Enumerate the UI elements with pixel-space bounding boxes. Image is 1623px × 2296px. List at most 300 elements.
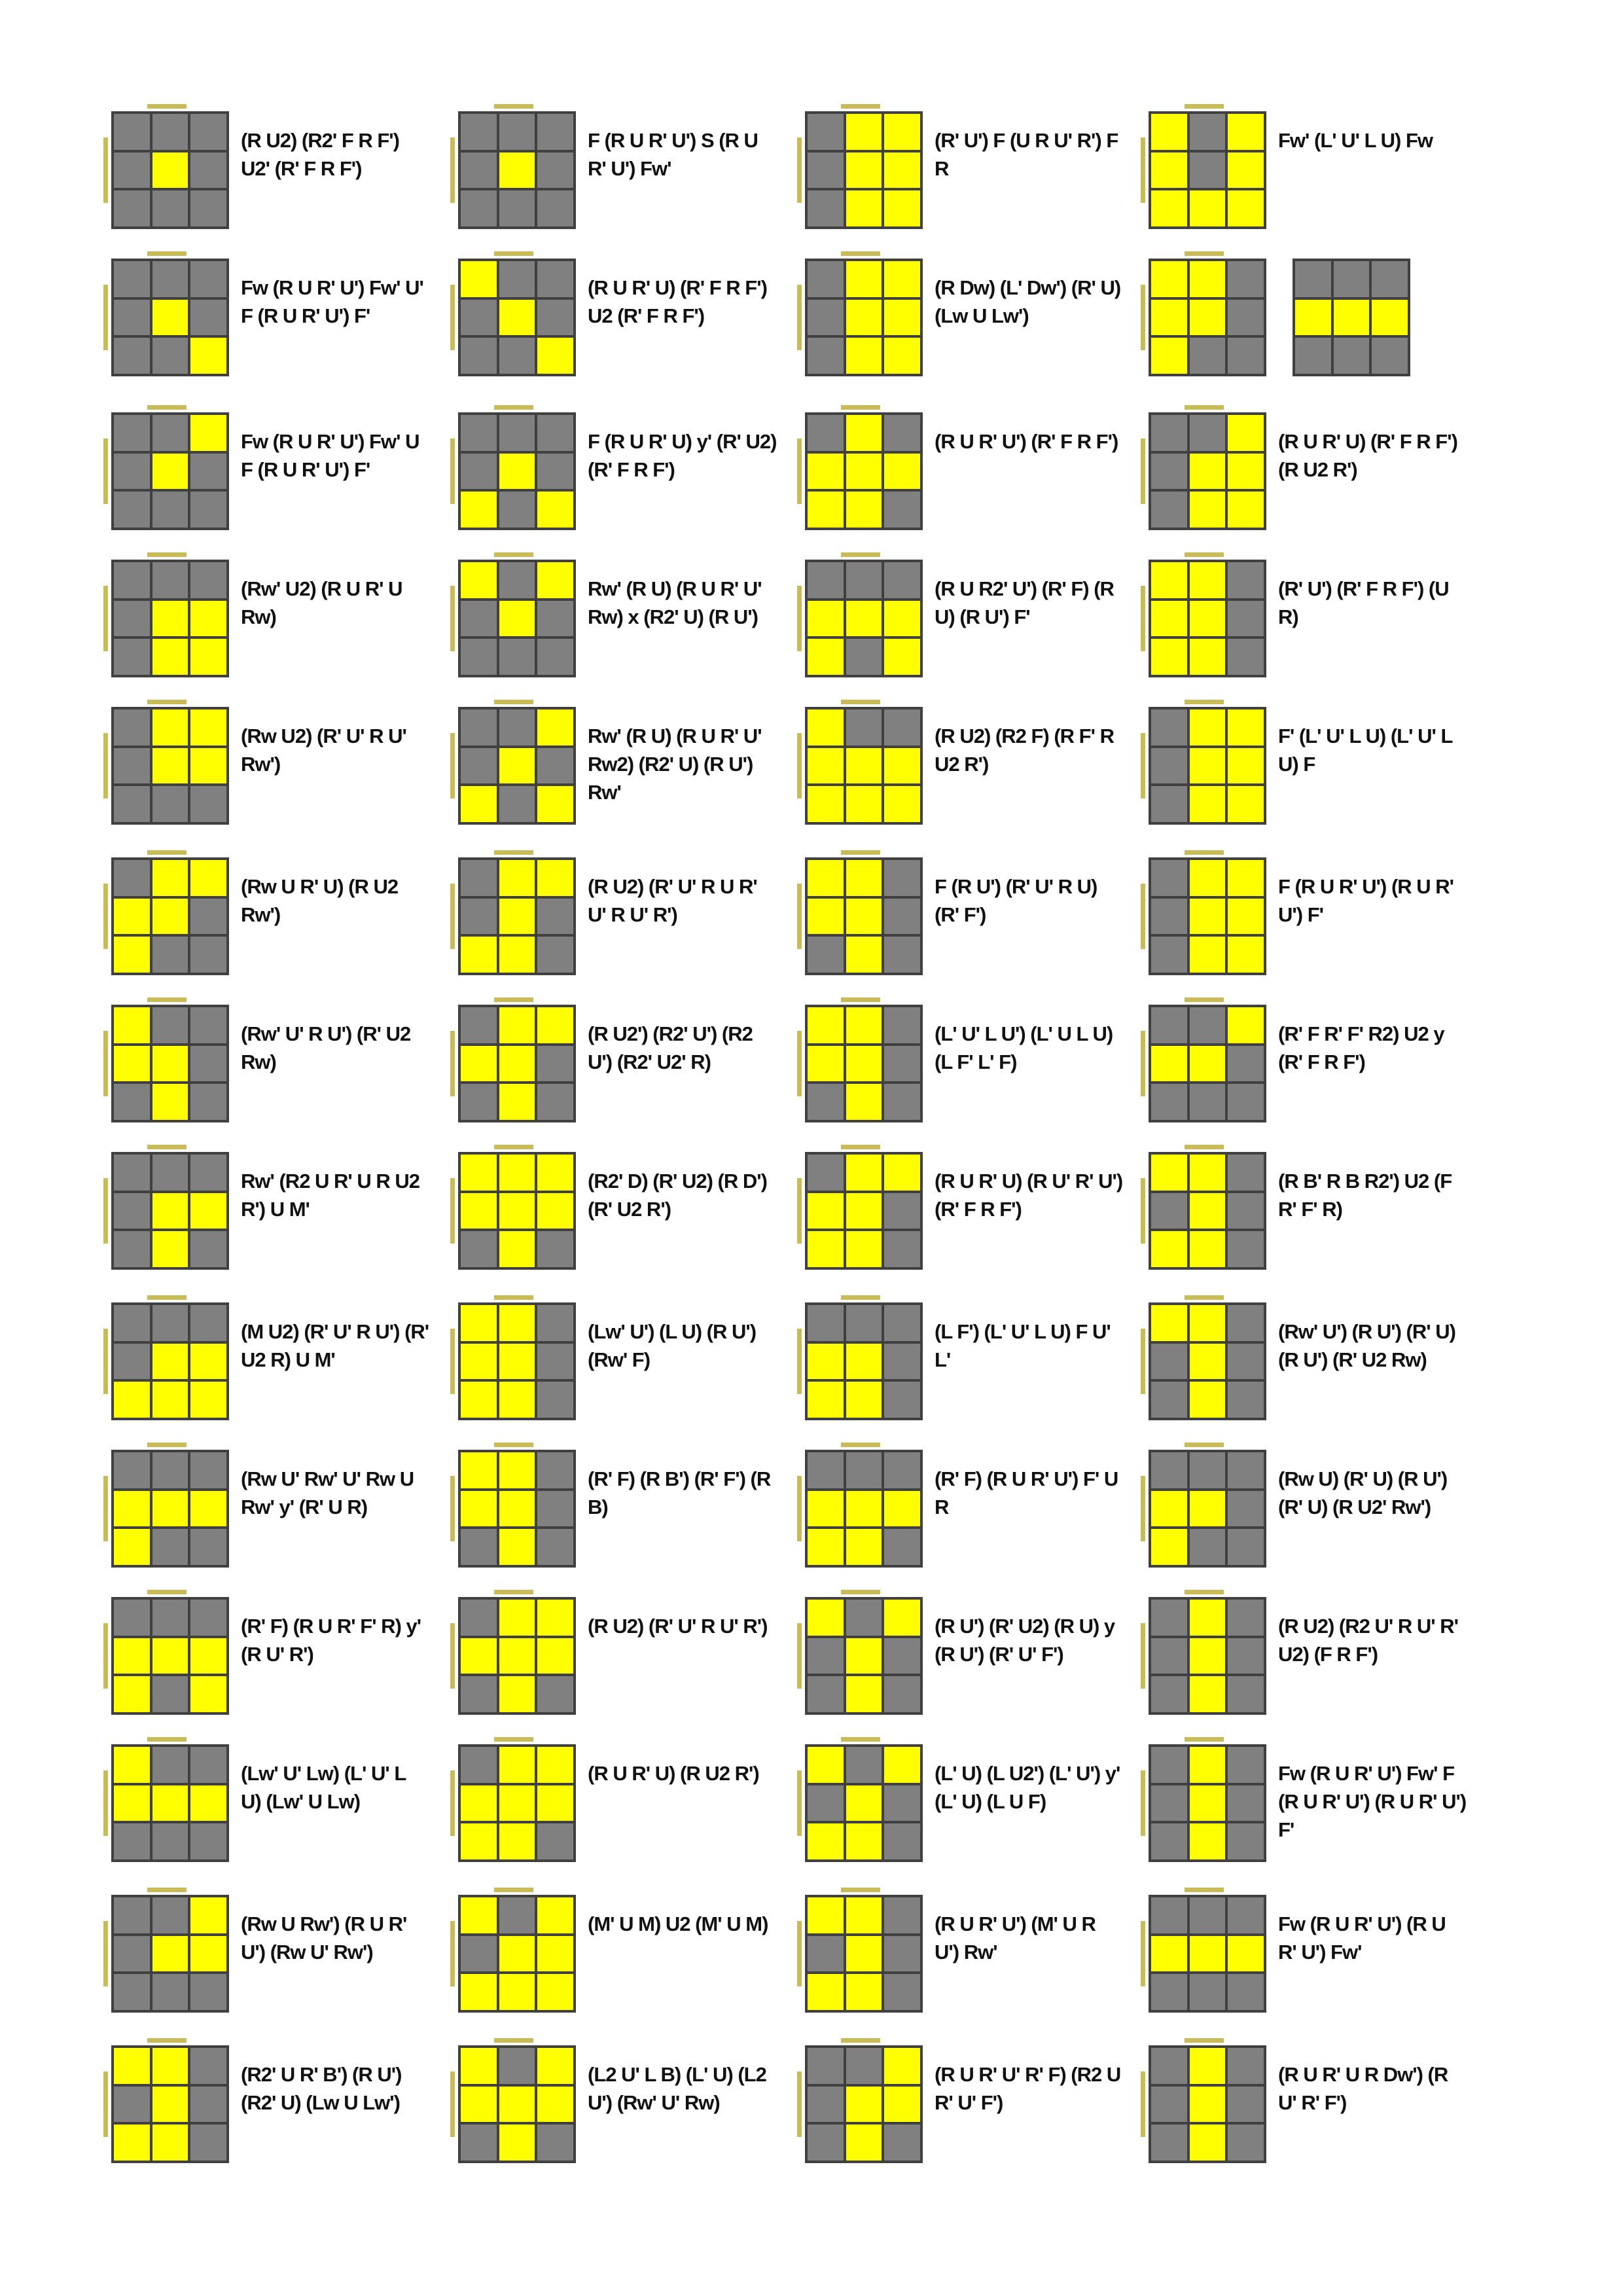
sticker-yellow (846, 937, 882, 973)
sticker-gray (152, 1600, 188, 1636)
side-marker (147, 1443, 187, 1447)
sticker-yellow (152, 1344, 188, 1380)
cube-face (458, 1450, 576, 1568)
side-marker (797, 1770, 802, 1836)
sticker-gray (114, 1084, 150, 1120)
cube-face (1149, 1005, 1266, 1122)
side-marker (841, 1590, 880, 1594)
sticker-yellow (846, 415, 882, 451)
cube-face (1149, 1597, 1266, 1715)
algorithm-text: (R U R' U) (R U' R' U') (R' F R F') (935, 1170, 1123, 1221)
sticker-gray (114, 415, 150, 451)
side-marker (1185, 1590, 1224, 1594)
oll-case (1129, 1734, 1495, 1878)
cube-face (458, 857, 576, 975)
sticker-gray (1228, 1600, 1264, 1636)
sticker-yellow (808, 709, 844, 745)
algorithm-text: (Rw U) (R' U) (R U') (R' U) (R U2' Rw') (1278, 1467, 1448, 1518)
sticker-gray (152, 338, 188, 374)
sticker-yellow (1228, 748, 1264, 784)
sticker-gray (461, 1936, 497, 1972)
oll-case (785, 101, 1152, 245)
side-marker (103, 439, 108, 504)
sticker-yellow (499, 300, 535, 336)
sticker-gray (808, 114, 844, 150)
sticker-gray (461, 190, 497, 226)
side-marker (1141, 1476, 1145, 1541)
sticker-yellow (1190, 1155, 1226, 1191)
sticker-yellow (114, 2125, 150, 2161)
algorithm-text: (R B' R B R2') U2 (F R' F' R) (1278, 1170, 1452, 1221)
sticker-yellow (114, 1747, 150, 1783)
side-marker (147, 2038, 187, 2043)
sticker-yellow (114, 1046, 150, 1082)
sticker-gray (190, 2087, 226, 2123)
side-marker (1141, 439, 1145, 504)
sticker-gray (1228, 1747, 1264, 1783)
sticker-gray (808, 562, 844, 598)
algorithm-text: (R U2) (R2' F R F') U2' (R' F R F') (241, 129, 400, 180)
sticker-yellow (152, 709, 188, 745)
side-marker (841, 850, 880, 855)
algorithm-text: F' (L' U' L U) (L' U' L U) F (1278, 725, 1452, 776)
sticker-yellow (884, 748, 920, 784)
side-marker (1141, 1623, 1145, 1689)
sticker-gray (1228, 1452, 1264, 1488)
sticker-gray (1228, 2125, 1264, 2161)
side-marker (450, 733, 455, 798)
sticker-yellow (461, 492, 497, 528)
sticker-yellow (461, 1638, 497, 1674)
sticker-yellow (190, 1897, 226, 1933)
sticker-gray (1190, 152, 1226, 188)
sticker-gray (152, 1007, 188, 1043)
sticker-yellow (1151, 1936, 1187, 1972)
sticker-yellow (114, 1529, 150, 1565)
sticker-yellow (461, 2087, 497, 2123)
algorithm-text: (Rw U2) (R' U' R U' Rw') (241, 725, 406, 776)
sticker-gray (537, 2125, 573, 2161)
sticker-gray (884, 1638, 920, 1674)
sticker-gray (461, 1529, 497, 1565)
cube-face (805, 259, 923, 376)
sticker-yellow (499, 860, 535, 896)
sticker-yellow (846, 492, 882, 528)
sticker-yellow (190, 1193, 226, 1229)
sticker-yellow (190, 639, 226, 675)
sticker-yellow (1228, 492, 1264, 528)
cube-face (458, 1005, 576, 1122)
sticker-yellow (884, 639, 920, 675)
sticker-yellow (846, 454, 882, 490)
sticker-yellow (114, 2048, 150, 2084)
sticker-gray (537, 1231, 573, 1267)
sticker-yellow (461, 1305, 497, 1341)
sticker-gray (1190, 1897, 1226, 1933)
sticker-yellow (1190, 601, 1226, 637)
sticker-gray (1151, 1974, 1187, 2010)
side-marker (494, 1737, 533, 1742)
oll-case (92, 1885, 458, 2029)
sticker-yellow (1190, 454, 1226, 490)
oll-case (438, 403, 805, 547)
sticker-gray (190, 1823, 226, 1859)
sticker-yellow (808, 1600, 844, 1636)
sticker-gray (1151, 709, 1187, 745)
sticker-gray (114, 1936, 150, 1972)
sticker-gray (537, 1529, 573, 1565)
sticker-yellow (152, 1785, 188, 1821)
sticker-yellow (537, 1193, 573, 1229)
algorithm-text: F (R U R' U') (R U R' U') F' (1278, 875, 1454, 926)
side-marker (103, 1623, 108, 1689)
sticker-gray (114, 1231, 150, 1267)
cube-face (111, 1005, 229, 1122)
sticker-gray (461, 152, 497, 188)
side-marker (103, 137, 108, 203)
sticker-gray (1151, 748, 1187, 784)
sticker-yellow (499, 1155, 535, 1191)
sticker-gray (1228, 1231, 1264, 1267)
sticker-gray (1228, 1155, 1264, 1191)
side-marker (797, 586, 802, 651)
side-marker (450, 1178, 455, 1244)
sticker-gray (461, 1084, 497, 1120)
sticker-yellow (846, 152, 882, 188)
sticker-gray (808, 261, 844, 297)
sticker-yellow (499, 899, 535, 935)
sticker-gray (808, 338, 844, 374)
sticker-yellow (1228, 786, 1264, 822)
cube-face (458, 412, 576, 530)
sticker-gray (808, 1936, 844, 1972)
side-marker (103, 1178, 108, 1244)
sticker-yellow (499, 1305, 535, 1341)
sticker-gray (190, 1747, 226, 1783)
sticker-yellow (846, 1974, 882, 2010)
sticker-gray (499, 786, 535, 822)
sticker-gray (190, 1600, 226, 1636)
cube-face (458, 1597, 576, 1715)
cube-face (111, 857, 229, 975)
side-marker (450, 884, 455, 949)
sticker-gray (1190, 114, 1226, 150)
sticker-yellow (152, 1638, 188, 1674)
sticker-yellow (152, 2087, 188, 2123)
cube-face (1149, 2045, 1266, 2163)
sticker-gray (1151, 2087, 1187, 2123)
sticker-gray (152, 1452, 188, 1488)
sticker-yellow (846, 1529, 882, 1565)
sticker-gray (537, 261, 573, 297)
side-marker (450, 1921, 455, 1986)
sticker-gray (461, 114, 497, 150)
side-marker (1185, 850, 1224, 855)
sticker-gray (152, 786, 188, 822)
sticker-yellow (846, 114, 882, 150)
sticker-gray (1228, 1638, 1264, 1674)
side-marker (797, 2072, 802, 2137)
sticker-yellow (1228, 937, 1264, 973)
algorithm-text: (R U2) (R2 U' R U' R' U2) (F R F') (1278, 1615, 1458, 1666)
sticker-yellow (1151, 1046, 1187, 1082)
sticker-yellow (190, 1382, 226, 1418)
sticker-gray (190, 1046, 226, 1082)
sticker-yellow (499, 2087, 535, 2123)
side-marker (1141, 1770, 1145, 1836)
algorithm-text: (R U2) (R2 F) (R F' R U2 R') (935, 725, 1114, 776)
sticker-yellow (1151, 1491, 1187, 1527)
sticker-gray (114, 1305, 150, 1341)
algorithm-text: (R' U') (R' F R F') (U R) (1278, 577, 1449, 628)
sticker-yellow (846, 300, 882, 336)
sticker-yellow (884, 454, 920, 490)
sticker-yellow (114, 1491, 150, 1527)
cube-face (1149, 1152, 1266, 1270)
oll-case (438, 550, 805, 694)
side-marker (1141, 285, 1145, 350)
side-marker (797, 439, 802, 504)
sticker-yellow (1228, 1936, 1264, 1972)
sticker-yellow (190, 601, 226, 637)
sticker-gray (846, 1305, 882, 1341)
algorithm-text: (L F') (L' U' L U) F U' L' (935, 1320, 1111, 1371)
oll-case (785, 1142, 1152, 1286)
cube-face (1293, 259, 1410, 376)
sticker-gray (884, 899, 920, 935)
oll-case (1129, 2036, 1495, 2179)
sticker-gray (808, 1785, 844, 1821)
side-marker (1185, 997, 1224, 1002)
sticker-yellow (114, 1382, 150, 1418)
sticker-yellow (846, 748, 882, 784)
sticker-yellow (1190, 1785, 1226, 1821)
sticker-gray (884, 1974, 920, 2010)
sticker-yellow (884, 338, 920, 374)
oll-case (785, 1885, 1152, 2029)
sticker-gray (884, 860, 920, 896)
side-marker (1141, 733, 1145, 798)
sticker-yellow (846, 601, 882, 637)
algorithm-text: Rw' (R2 U R' U R U2 R') U M' (241, 1170, 420, 1221)
sticker-yellow (1151, 1155, 1187, 1191)
sticker-gray (1295, 261, 1331, 297)
sticker-gray (1151, 786, 1187, 822)
algorithm-text: (M' U M) U2 (M' U M) (588, 1912, 768, 1935)
oll-case (438, 1142, 805, 1286)
sticker-gray (190, 1305, 226, 1341)
cube-face (1149, 111, 1266, 229)
side-marker (494, 850, 533, 855)
side-marker (841, 251, 880, 256)
sticker-yellow (1190, 1600, 1226, 1636)
sticker-gray (808, 1452, 844, 1488)
sticker-yellow (114, 937, 150, 973)
side-marker (147, 1295, 187, 1300)
sticker-gray (114, 1344, 150, 1380)
sticker-gray (190, 1155, 226, 1191)
sticker-yellow (537, 1974, 573, 2010)
sticker-gray (499, 562, 535, 598)
sticker-yellow (884, 300, 920, 336)
side-marker (147, 850, 187, 855)
sticker-gray (808, 300, 844, 336)
algorithm-text: (R' F R' F' R2) U2 y (R' F R F') (1278, 1022, 1444, 1073)
sticker-gray (190, 937, 226, 973)
algorithm-text: (R U R' U) (R' F R F') (R U2 R') (1278, 430, 1457, 481)
oll-case (438, 1885, 805, 2029)
sticker-yellow (461, 937, 497, 973)
cube-face (805, 1450, 923, 1568)
oll-case (1129, 1293, 1495, 1437)
oll-case (438, 995, 805, 1139)
sticker-yellow (537, 338, 573, 374)
sticker-gray (461, 1007, 497, 1043)
side-marker (494, 104, 533, 109)
sticker-yellow (1151, 190, 1187, 226)
sticker-yellow (499, 1007, 535, 1043)
sticker-gray (1228, 1491, 1264, 1527)
sticker-yellow (846, 338, 882, 374)
sticker-gray (537, 899, 573, 935)
sticker-gray (152, 562, 188, 598)
sticker-gray (461, 709, 497, 745)
sticker-yellow (1334, 300, 1370, 336)
algorithm-text: (R2' U R' B') (R U') (R2' U) (Lw U Lw') (241, 2063, 402, 2114)
sticker-gray (190, 300, 226, 336)
sticker-yellow (1151, 300, 1187, 336)
algorithm-text: Fw (R U R' U') Fw' U' F (R U R' U') F' (241, 276, 423, 327)
sticker-yellow (499, 1193, 535, 1229)
side-marker (797, 1031, 802, 1096)
sticker-yellow (499, 1638, 535, 1674)
sticker-gray (1151, 415, 1187, 451)
sticker-gray (152, 1305, 188, 1341)
oll-case (92, 1440, 458, 1584)
sticker-yellow (1190, 786, 1226, 822)
sticker-yellow (537, 1747, 573, 1783)
sticker-gray (1190, 1084, 1226, 1120)
side-marker (147, 1145, 187, 1149)
sticker-gray (461, 860, 497, 896)
cube-face (1149, 412, 1266, 530)
cube-face (1149, 707, 1266, 825)
sticker-yellow (846, 261, 882, 297)
sticker-yellow (1190, 300, 1226, 336)
sticker-gray (1151, 2048, 1187, 2084)
algorithm-text: F (R U R' U) y' (R' U2) (R' F R F') (588, 430, 777, 481)
algorithm-text: (Rw' U') (R U') (R' U) (R U') (R' U2 Rw) (1278, 1320, 1455, 1371)
sticker-gray (114, 261, 150, 297)
side-marker (841, 1145, 880, 1149)
sticker-yellow (846, 1084, 882, 1120)
sticker-yellow (537, 1785, 573, 1821)
algorithm-text: (Rw' U' R U') (R' U2 Rw) (241, 1022, 411, 1073)
cube-face (458, 1744, 576, 1862)
oll-case (1129, 697, 1495, 841)
side-marker (1185, 1295, 1224, 1300)
side-marker (103, 884, 108, 949)
sticker-gray (152, 1974, 188, 2010)
oll-case (1129, 101, 1495, 245)
algorithm-text: (R' F) (R B') (R' F') (R B) (588, 1467, 771, 1518)
sticker-yellow (808, 1382, 844, 1418)
algorithm-text: (Rw U Rw') (R U R' U') (Rw U' Rw') (241, 1912, 407, 1964)
sticker-yellow (1228, 1007, 1264, 1043)
sticker-yellow (537, 1007, 573, 1043)
sticker-gray (537, 190, 573, 226)
sticker-gray (114, 1823, 150, 1859)
side-marker (797, 884, 802, 949)
sticker-yellow (190, 1676, 226, 1712)
sticker-gray (152, 937, 188, 973)
sticker-gray (152, 492, 188, 528)
cube-face (111, 1450, 229, 1568)
sticker-gray (1151, 1007, 1187, 1043)
sticker-gray (808, 152, 844, 188)
sticker-yellow (499, 1084, 535, 1120)
sticker-gray (1228, 2087, 1264, 2123)
column (438, 0, 805, 2296)
sticker-gray (1151, 1897, 1187, 1933)
sticker-yellow (499, 1974, 535, 2010)
cube-face (805, 412, 923, 530)
sticker-gray (884, 415, 920, 451)
sticker-yellow (461, 2048, 497, 2084)
algorithm-text: (R U R' U') (M' U R U') Rw' (935, 1912, 1096, 1964)
oll-case (438, 848, 805, 992)
oll-case (785, 1587, 1152, 1731)
side-marker (494, 2038, 533, 2043)
sticker-gray (1372, 261, 1408, 297)
sticker-gray (1151, 1193, 1187, 1229)
sticker-yellow (846, 1382, 882, 1418)
sticker-yellow (1190, 937, 1226, 973)
sticker-gray (190, 1452, 226, 1488)
sticker-gray (114, 786, 150, 822)
sticker-yellow (1228, 899, 1264, 935)
sticker-gray (1228, 1529, 1264, 1565)
sticker-yellow (1190, 1344, 1226, 1380)
algorithm-text: (Rw U' Rw' U' Rw U Rw' y' (R' U R) (241, 1467, 414, 1518)
oll-case (785, 403, 1152, 547)
oll-case (785, 1440, 1152, 1584)
sticker-gray (114, 1897, 150, 1933)
sticker-yellow (1190, 1638, 1226, 1674)
side-marker (841, 1737, 880, 1742)
sticker-gray (884, 709, 920, 745)
sticker-gray (499, 1897, 535, 1933)
side-marker (103, 2072, 108, 2137)
sticker-yellow (190, 1785, 226, 1821)
sticker-yellow (808, 1974, 844, 2010)
side-marker (450, 439, 455, 504)
sticker-yellow (152, 860, 188, 896)
oll-case (1129, 1587, 1495, 1731)
sticker-gray (190, 1974, 226, 2010)
side-marker (797, 1178, 802, 1244)
sticker-yellow (1228, 454, 1264, 490)
side-marker (1185, 1737, 1224, 1742)
sticker-yellow (461, 1897, 497, 1933)
cube-face (111, 1302, 229, 1420)
sticker-yellow (152, 1936, 188, 1972)
side-marker (797, 1921, 802, 1986)
sticker-gray (461, 300, 497, 336)
sticker-yellow (846, 1193, 882, 1229)
sticker-gray (808, 1676, 844, 1712)
side-marker (450, 1476, 455, 1541)
